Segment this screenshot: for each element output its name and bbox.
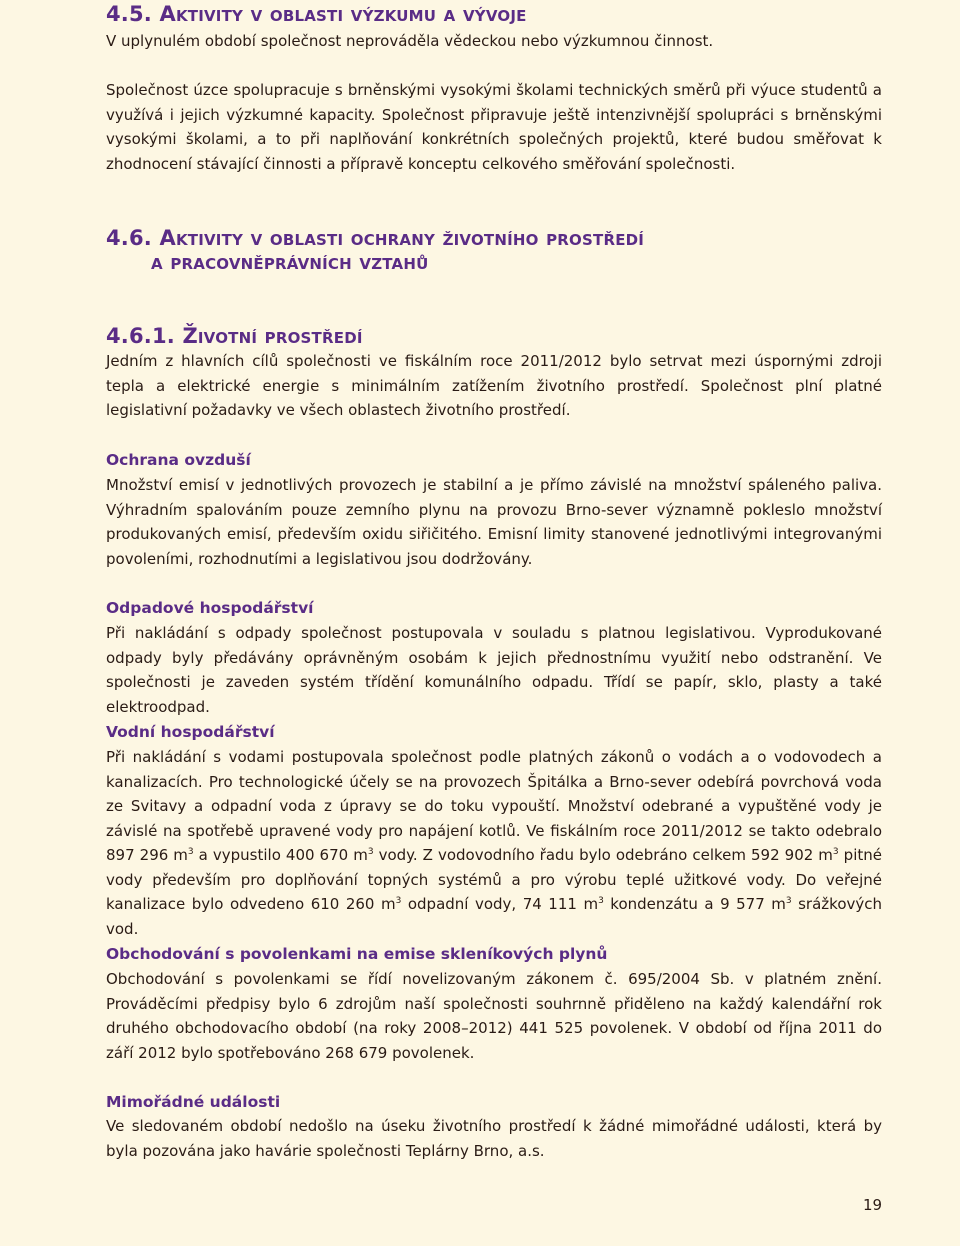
- page-number: 19: [863, 1196, 883, 1214]
- water-text-4: pitné vody především pro doplňování topných systémů a pro výrobu teplé užitkové vody. Do veřejné kanalizace bylo odvedeno 610 260 m: [106, 846, 882, 913]
- paragraph-incidents: Ve sledovaném období nedošlo na úseku životního prostředí k žádné mimořádné události, která by byla pozována jako havárie společnosti Teplárny Brno, a.s.: [106, 1117, 882, 1160]
- water-text-5: odpadní vody, 74 111 m: [401, 895, 599, 913]
- subheading-air-protection: Ochrana ovzduší: [106, 451, 251, 469]
- water-text-2: a vypustilo 400 670 m: [193, 846, 368, 864]
- paragraph-waste: Při nakládání s odpady společnost postupovala v souladu s platnou legislativou. Vyprodukované odpady byly předávány oprávněným osobám k jejich přednostnímu využití nebo odstranění. Ve společnosti je zaveden systém třídění komunálního odpadu. Třídí se papír, sklo, plasty a také elektroodpad.: [106, 624, 882, 716]
- water-text-3: vody. Z vodovodního řadu bylo odebráno celkem 592 902 m: [373, 846, 833, 864]
- section-heading-4-6-1: 4.6.1. Životní prostředí: [106, 324, 363, 348]
- paragraph-environment: Jedním z hlavních cílů společnosti ve fiskálním roce 2011/2012 bylo setrvat mezi úspornými zdroji tepla a elektrické energie s minimálním zatížením životního prostředí. Společnost plní platné legislativní požadavky ve všech oblastech životního prostředí.: [106, 352, 882, 419]
- paragraph-air-protection: Množství emisí v jednotlivých provozech je stabilní a je přímo závislé na množství spáleného paliva. Výhradním spalováním pouze zemního plynu na provozu Brno-sever významně pokleslo množství produkovaných emisí, především oxidu siřičitého. Emisní limity stanovené jednotlivými integrovanými povoleními, rozhodnutími a legislativou jsou dodržovány.: [106, 476, 882, 568]
- paragraph-emission-allowances: Obchodování s povolenkami se řídí novelizovaným zákonem č. 695/2004 Sb. v platném znění. Prováděcími předpisy bylo 6 zdrojům naší společnosti souhrnně přiděleno na každý kalendářní rok druhého obchodovacího období (na roky 2008–2012) 441 525 povolenek. V období od října 2011 do září 2012 bylo spotřebováno 268 679 povolenek.: [106, 970, 882, 1062]
- unit-superscript: 3: [785, 896, 792, 906]
- unit-superscript: 3: [832, 847, 839, 857]
- section-heading-4-6: [106, 226, 882, 274]
- section-heading-4-6-line1: 4.6. Aktivity v oblasti ochrany životního prostředí: [106, 226, 645, 250]
- water-text-6: kondenzátu a 9 577 m: [603, 895, 786, 913]
- unit-superscript: 3: [598, 896, 604, 906]
- unit-superscript: 3: [367, 847, 374, 857]
- unit-superscript: 3: [187, 847, 194, 857]
- subheading-waste: Odpadové hospodářství: [106, 599, 314, 617]
- water-text-7: srážkových vod.: [106, 895, 883, 938]
- paragraph-water: [106, 745, 882, 941]
- subheading-water: Vodní hospodářství: [106, 723, 275, 741]
- water-text-1: Při nakládání s vodami postupovala společnost podle platných zákonů o vodách a o vodovodech a kanalizacích. Pro technologické účely se na provozech Špitálka a Brno-sever odebírá povrchová voda ze Svitavy a odpadní voda z úpravy se do toku vypouští. Množství odebrané a vypuštěné vody je závislé na spotřebě upravené vody pro napájení kotlů. Ve fiskálním roce 2011/2012 se takto odebralo 897 296 m: [106, 748, 882, 864]
- unit-superscript: 3: [395, 896, 402, 906]
- section-heading-4-5: 4.5. Aktivity v oblasti výzkumu a vývoje: [106, 2, 527, 26]
- subheading-incidents: Mimořádné události: [106, 1093, 281, 1111]
- subheading-emission-allowances: Obchodování s povolenkami na emise skleníkových plynů: [106, 945, 608, 963]
- paragraph-cooperation: Společnost úzce spolupracuje s brněnskými vysokými školami technických směrů při výuce studentů a využívá i jejich výzkumné kapacity. Společnost připravuje ještě intenzivnější spolupráci s brněnskými vysokými školami, a to při naplňování konkrétních společných projektů, které budou směřovat k zhodnocení stávající činnosti a přípravě konceptu celkového směřování společnosti.: [106, 81, 882, 173]
- paragraph-research: V uplynulém období společnost neprováděla vědeckou nebo výzkumnou činnost.: [106, 32, 714, 50]
- section-heading-4-6-line2: a pracovněprávních vztahů: [151, 250, 429, 274]
